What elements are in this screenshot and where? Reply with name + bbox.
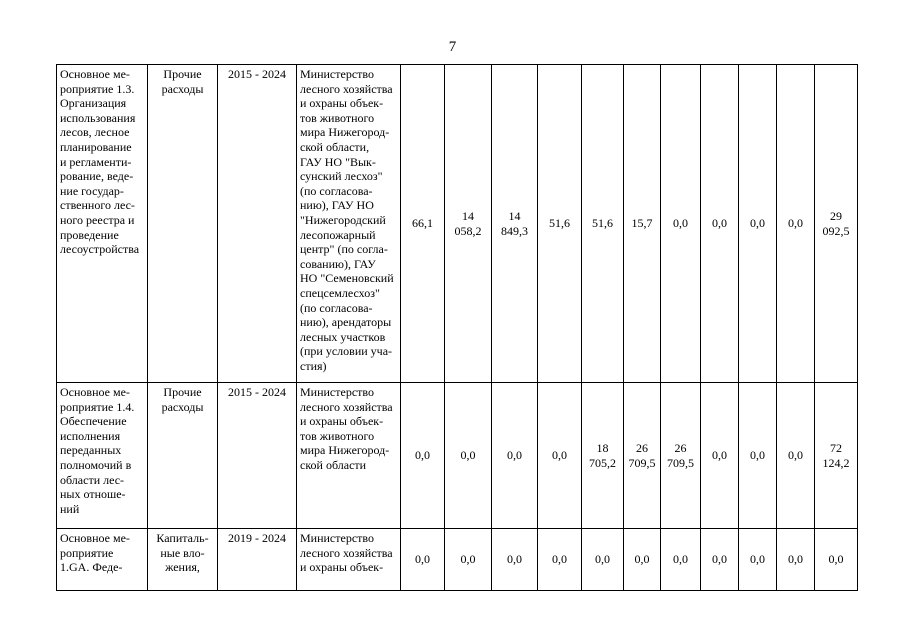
value-cell: [661, 65, 701, 383]
value-cell: [624, 529, 661, 591]
value: 0,0: [788, 448, 803, 463]
expense-type: Прочие расходы: [161, 385, 204, 414]
value-cell: [739, 383, 777, 529]
value-cell: [445, 529, 492, 591]
value-cell: [777, 383, 815, 529]
value-cell: [701, 529, 739, 591]
value-cell: [661, 383, 701, 529]
value: 51,6: [592, 216, 613, 231]
period-cell: [218, 383, 297, 529]
value-cell: [538, 65, 582, 383]
value: 0,0: [788, 552, 803, 567]
value: 0,0: [634, 552, 650, 567]
executor: Министерство лесного хозяйства и охраны объек- тов животного мира Нижегород- ской области: [300, 385, 393, 472]
value: 0,0: [552, 552, 567, 567]
value-cell: [582, 65, 624, 383]
value-cell: [492, 383, 538, 529]
value-cell: [401, 529, 445, 591]
executor-cell: [297, 65, 401, 383]
value-cell: [739, 529, 777, 591]
total-value: 72 124,2: [822, 440, 850, 470]
value: 26 709,5: [667, 440, 694, 470]
value-cell: [492, 529, 538, 591]
value-cell: [401, 383, 445, 529]
total-cell: [815, 529, 858, 591]
value: 0,0: [673, 552, 688, 567]
period: 2019 - 2024: [228, 531, 286, 545]
period-cell: [218, 65, 297, 383]
total-cell: [815, 383, 858, 529]
value: 0,0: [507, 552, 522, 567]
value-cell: [445, 65, 492, 383]
value: 0,0: [460, 552, 476, 567]
page-number: 7: [448, 39, 457, 55]
value: 0,0: [415, 552, 430, 567]
event-name: Основное ме- роприятие 1.3. Организация использования лесов, лесное планирование и регламенти- рование, веде- ние государ- ственного лес- ного реестра и проведение лесоустройства: [60, 67, 140, 257]
executor: Министерство лесного хозяйства и охраны объек- тов животного мира Нижегород- ской области, ГАУ НО "Вык- сунский лесхоз" (по согласова- нию), ГАУ НО "Нижегородский лесопожарный центр" (по согла- сованию), ГАУ НО "Семеновский спецсемлесхоз" (по согласова- нию), арендаторы лесных участков (при условии уча- стия): [300, 67, 394, 373]
value-cell: [538, 529, 582, 591]
table-row: [57, 383, 858, 529]
period: 2015 - 2024: [228, 385, 286, 399]
expense-type: Прочие расходы: [161, 67, 204, 96]
period-cell: [218, 529, 297, 591]
executor-cell: [297, 529, 401, 591]
value: 0,0: [712, 448, 727, 463]
value: 0,0: [507, 448, 522, 463]
value-cell: [739, 65, 777, 383]
value: 66,1: [412, 216, 433, 231]
value: 0,0: [712, 552, 727, 567]
value-cell: [701, 383, 739, 529]
event-name: Основное ме- роприятие 1.4. Обеспечение исполнения переданных полномочий в области лес- ных отноше- ний: [60, 385, 135, 516]
value: 18 705,2: [589, 440, 616, 470]
value-cell: [777, 529, 815, 591]
value: 0,0: [595, 552, 610, 567]
value: 0,0: [712, 216, 727, 231]
expense-type-cell: [148, 529, 218, 591]
value: 14 849,3: [501, 208, 528, 238]
total-cell: [815, 65, 858, 383]
table-row: [57, 529, 858, 591]
value-cell: [701, 65, 739, 383]
value: 0,0: [750, 552, 765, 567]
value: 0,0: [415, 448, 430, 463]
value: 0,0: [750, 216, 765, 231]
value-cell: [538, 383, 582, 529]
program-table: [56, 64, 858, 591]
value-cell: [445, 383, 492, 529]
executor: Министерство лесного хозяйства и охраны объек-: [300, 531, 393, 575]
event-cell: [57, 65, 148, 383]
value: 0,0: [460, 448, 476, 463]
value-cell: [661, 529, 701, 591]
value-cell: [582, 383, 624, 529]
value: 0,0: [788, 216, 803, 231]
value: 0,0: [673, 216, 688, 231]
value-cell: [582, 529, 624, 591]
value-cell: [624, 65, 661, 383]
event-name: Основное ме- роприятие 1.GA. Феде-: [60, 531, 130, 575]
value-cell: [492, 65, 538, 383]
expense-type-cell: [148, 65, 218, 383]
expense-type-cell: [148, 383, 218, 529]
table-row: [57, 65, 858, 383]
total-value: 29 092,5: [822, 208, 850, 238]
event-cell: [57, 529, 148, 591]
expense-type: Капиталь- ные вло- жения,: [156, 531, 209, 575]
value-cell: [401, 65, 445, 383]
total-value: 0,0: [828, 552, 844, 567]
value: 26 709,5: [628, 440, 656, 470]
event-cell: [57, 383, 148, 529]
value: 51,6: [549, 216, 570, 231]
value-cell: [624, 383, 661, 529]
value: 0,0: [552, 448, 567, 463]
value: 15,7: [631, 216, 653, 231]
period: 2015 - 2024: [228, 67, 286, 81]
executor-cell: [297, 383, 401, 529]
value: 14 058,2: [454, 208, 482, 238]
value-cell: [777, 65, 815, 383]
value: 0,0: [750, 448, 765, 463]
